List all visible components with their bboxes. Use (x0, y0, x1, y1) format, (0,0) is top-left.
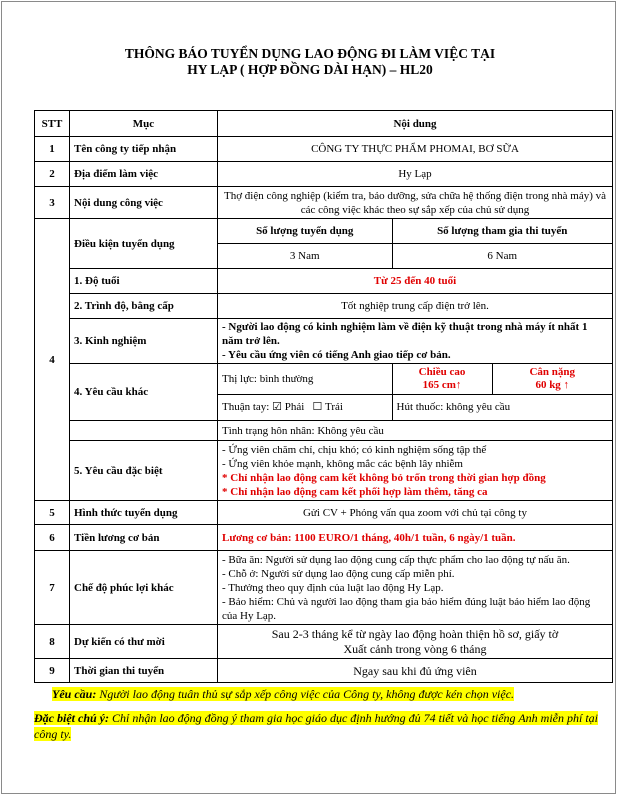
row-label: Tên công ty tiếp nhận (70, 137, 218, 162)
age-label: 1. Độ tuổi (70, 269, 218, 294)
other-requirements-label: 4. Yêu cầu khác (70, 364, 218, 421)
table-row (35, 187, 613, 219)
height-label: Chiều cao (418, 365, 466, 378)
row-label: Nội dung công việc (70, 187, 218, 219)
base-salary: Lương cơ bản: 1100 EURO/1 tháng, 40h/1 tuần, 6 ngày/1 tuần. (218, 525, 613, 551)
education-value: Tốt nghiệp trung cấp điện trở lên. (218, 294, 613, 319)
special-line: * Chỉ nhận lao động cam kết phối hợp làm thêm, tăng ca (222, 485, 488, 498)
header-muc: Mục (70, 111, 218, 137)
weight-cell (492, 364, 612, 394)
height-value: 165 cm↑ (422, 378, 462, 391)
table-row (35, 625, 613, 659)
title-line-1: THÔNG BÁO TUYỂN DỤNG LAO ĐỘNG ĐI LÀM VIỆC TẠI (124, 46, 496, 61)
benefit-line: - Bữa ăn: Người sử dụng lao động cung cấp thực phẩm cho lao động tự nấu ăn. (222, 553, 570, 566)
table-row (35, 501, 613, 525)
table-row (35, 269, 613, 294)
row-number: 6 (35, 525, 70, 551)
table-header-row (35, 111, 613, 137)
education-label: 2. Trình độ, bằng cấp (70, 294, 218, 319)
experience-label: 3. Kinh nghiệm (70, 319, 218, 364)
height-cell (392, 364, 492, 394)
table-row (35, 551, 613, 625)
table-row (35, 137, 613, 162)
invitation-line: Sau 2-3 tháng kể từ ngày lao động hoàn thiện hồ sơ, giấy tờ (271, 626, 559, 641)
table-row (35, 219, 613, 244)
smoking: Hút thuốc: không yêu cầu (396, 401, 511, 414)
age-value: Từ 25 đến 40 tuổi (218, 269, 613, 294)
invitation-line: Xuất cảnh trong vòng 6 tháng (343, 641, 487, 656)
special-line: * Chỉ nhận lao động cam kết không bỏ trốn trong thời gian hợp đồng (222, 471, 546, 484)
row-number: 9 (35, 659, 70, 683)
header-noidung: Nội dung (218, 111, 613, 137)
note-special-text: Chỉ nhận lao động đồng ý tham gia học giáo dục định hướng đủ 74 tiết và học tiếng Anh miễn phí tại công ty. (34, 711, 599, 741)
weight-value: 60 kg ↑ (535, 378, 570, 391)
marital-status: Tình trạng hôn nhân: Không yêu cầu (218, 421, 613, 441)
job-description: Thợ điện công nghiệp (kiểm tra, bảo dưỡng, sửa chữa hệ thống điện trong nhà máy) và các công việc khác theo sự sắp xếp của chủ sử dụng (218, 187, 613, 219)
row-number: 2 (35, 162, 70, 187)
note-special-attention (34, 710, 604, 742)
experience-line: - Yêu cầu ứng viên có tiếng Anh giao tiếp cơ bản. (222, 349, 451, 361)
unchecked-box-icon: ☐ (312, 401, 323, 414)
exam-time: Ngay sau khi đủ ứng viên (218, 659, 613, 683)
recruitment-table (34, 110, 613, 683)
row-number: 4 (35, 219, 70, 501)
handedness (218, 394, 392, 420)
row-number: 8 (35, 625, 70, 659)
table-row (35, 294, 613, 319)
eyesight: Thị lực: bình thường (218, 364, 392, 394)
quantity-values-cell (218, 244, 613, 269)
row-label: Chế độ phúc lợi khác (70, 551, 218, 625)
invitation-estimate (218, 625, 613, 659)
table-row (35, 162, 613, 187)
quantity-exam-value: 6 Nam (487, 250, 518, 262)
other-requirements-cell (218, 364, 613, 421)
row-label: Thời gian thi tuyển (70, 659, 218, 683)
special-line: - Ứng viên khỏe mạnh, không mắc các bệnh lây nhiễm (222, 457, 463, 470)
row-label: Điều kiện tuyển dụng (70, 219, 218, 269)
document-title (0, 46, 620, 78)
title-line-2: HY LẠP ( HỢP ĐỒNG DÀI HẠN) – HL20 (187, 62, 433, 77)
row-number: 3 (35, 187, 70, 219)
table-row (35, 525, 613, 551)
note-special-label: Đặc biệt chú ý: (34, 711, 109, 725)
note-requirement-text: Người lao động tuân thủ sự sắp xếp công việc của Công ty, không được kén chọn việc. (96, 687, 515, 701)
row-label: Địa điểm làm việc (70, 162, 218, 187)
quantity-recruit-value: 3 Nam (218, 244, 392, 268)
table-row (35, 421, 613, 441)
note-requirement-label: Yêu cầu: (52, 687, 97, 701)
experience-line: - Người lao động có kinh nghiệm làm về điện kỹ thuật trong nhà máy ít nhất 1 năm trở lên. (222, 321, 588, 347)
special-requirements-value (218, 441, 613, 501)
row-number: 7 (35, 551, 70, 625)
special-line: - Ứng viên chăm chỉ, chịu khó; có kinh nghiệm sống tập thể (222, 443, 487, 456)
recruitment-method: Gửi CV + Phỏng vấn qua zoom với chủ tại công ty (218, 501, 613, 525)
quantity-exam-label: Số lượng tham gia thi tuyển (437, 225, 568, 237)
row-label: Tiền lương cơ bản (70, 525, 218, 551)
empty-cell (70, 421, 218, 441)
weight-label: Cân nặng (529, 365, 576, 378)
table-row (35, 659, 613, 683)
table-row (35, 319, 613, 364)
checked-box-icon: ☑ (272, 401, 282, 414)
work-location: Hy Lạp (218, 162, 613, 187)
table-row (35, 441, 613, 501)
benefit-line: - Chỗ ở: Người sử dụng lao động cung cấp miễn phí. (222, 567, 455, 580)
company-name: CÔNG TY THỰC PHẨM PHOMAI, BƠ SỮA (218, 137, 613, 162)
benefit-line: - Bảo hiểm: Chủ và người lao động tham gia bảo hiểm đúng luật bảo hiểm lao động của Hy Lạp. (222, 595, 591, 622)
header-stt: STT (35, 111, 70, 137)
table-row (35, 364, 613, 421)
right-hand-label: Phải (284, 401, 305, 414)
row-label: Hình thức tuyển dụng (70, 501, 218, 525)
benefits-value (218, 551, 613, 625)
quantity-recruit-label: Số lượng tuyển dụng (218, 219, 392, 243)
special-requirements-label: 5. Yêu cầu đặc biệt (70, 441, 218, 501)
left-hand-label: Trái (324, 401, 343, 414)
row-number: 1 (35, 137, 70, 162)
row-label: Dự kiến có thư mời (70, 625, 218, 659)
quantity-header-cell (218, 219, 613, 244)
row-number: 5 (35, 501, 70, 525)
experience-value (218, 319, 613, 364)
benefit-line: - Thưởng theo quy định của luật lao động Hy Lạp. (222, 581, 444, 594)
handedness-label: Thuận tay: (222, 401, 270, 414)
note-requirement (52, 686, 602, 702)
